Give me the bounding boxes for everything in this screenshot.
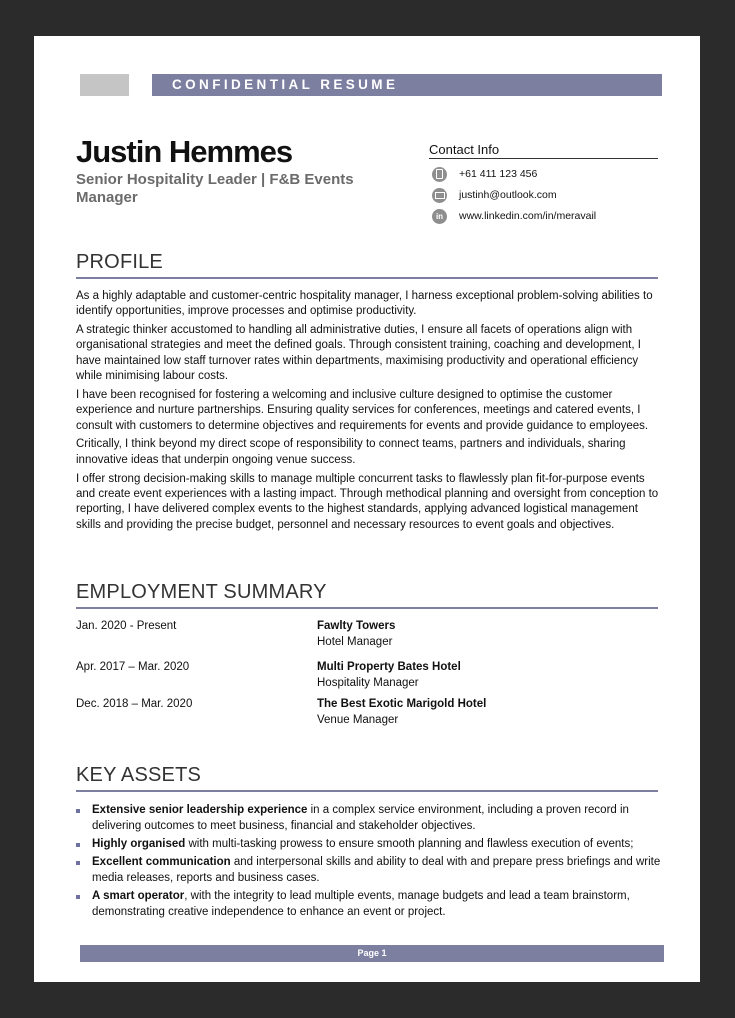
key-asset-text: , with the integrity to lead multiple events, manage budgets and lead a team brainstorm, demonstrating creative independence to enhance an event or project.: [92, 890, 630, 918]
contact-email-row: [432, 187, 557, 203]
email-icon: [432, 188, 447, 203]
employment-divider: [76, 607, 658, 609]
page-footer: Page 1: [80, 945, 664, 962]
employment-dates: Jan. 2020 - Present: [76, 620, 177, 632]
key-asset-text: with multi-tasking prowess to ensure smooth planning and flawless execution of events;: [185, 837, 634, 850]
profile-paragraph: As a highly adaptable and customer-centric hospitality manager, I harness exceptional problem-solving abilities to identify opportunities, improve processes and optimise productivity.: [76, 290, 653, 318]
key-asset-bold: Excellent communication: [92, 856, 231, 869]
candidate-name: Justin Hemmes: [76, 134, 293, 169]
employment-role: Hotel Manager: [317, 635, 393, 648]
key-asset-item: [76, 889, 661, 920]
key-asset-item: [76, 855, 661, 886]
key-asset-text: in a complex service environment, including a proven record in delivering outcomes to meet business, financial and stakeholder objectives.: [92, 804, 629, 832]
profile-divider: [76, 277, 658, 279]
employment-dates: Dec. 2018 – Mar. 2020: [76, 698, 193, 710]
confidential-banner: CONFIDENTIAL RESUME: [152, 74, 662, 96]
profile-heading: PROFILE: [76, 251, 163, 273]
key-asset-bold: Highly organised: [92, 837, 186, 850]
key-asset-text: and interpersonal skills and ability to deal with and prepare press briefings and write media releases, reports and business cases.: [92, 856, 661, 884]
contact-linkedin-row: [432, 208, 596, 224]
employment-role: Hospitality Manager: [317, 676, 419, 689]
resume-page: [34, 36, 700, 982]
profile-text: [76, 289, 661, 536]
linkedin-icon: in: [432, 209, 447, 224]
employment-heading: EMPLOYMENT SUMMARY: [76, 581, 327, 603]
contact-divider: [429, 158, 658, 159]
profile-paragraph: I have been recognised for fostering a welcoming and inclusive culture designed to optimise the customer experience and nurture partnerships. Ensuring quality services for conferences, meetings and catered events, I consult with customers to determine objectives and requirements for events and provide guidance to employees.: [76, 388, 649, 432]
header-grey-block: [80, 74, 129, 96]
profile-paragraph: A strategic thinker accustomed to handling all administrative duties, I ensure all facets of operations align with organisational strategies and meet the defined goals. Through consistent training, coaching and development, I have maintained low staff turnover rates within departments, maximising productivity and operational efficiency while minimising labour costs.: [76, 324, 641, 383]
employment-role: Venue Manager: [317, 713, 399, 726]
key-assets-heading: KEY ASSETS: [76, 764, 202, 786]
key-asset-bold: Extensive senior leadership experience: [92, 804, 308, 816]
phone-icon: [432, 167, 447, 182]
key-asset-bold: A smart operator: [92, 890, 185, 903]
employment-dates: Apr. 2017 – Mar. 2020: [76, 661, 190, 673]
key-assets-divider: [76, 790, 658, 792]
key-assets-list: [76, 803, 661, 923]
key-asset-item: [76, 837, 661, 853]
contact-linkedin[interactable]: www.linkedin.com/in/meravail: [459, 210, 597, 222]
employment-company: The Best Exotic Marigold Hotel: [317, 698, 487, 710]
key-asset-item: [76, 803, 661, 834]
profile-paragraph: Critically, I think beyond my direct scope of responsibility to connect teams, partners and individuals, sharing innovative ideas that underpin ongoing venue success.: [76, 438, 626, 466]
employment-company: Multi Property Bates Hotel: [317, 661, 461, 673]
contact-email[interactable]: justinh@outlook.com: [459, 189, 557, 201]
candidate-title: Senior Hospitality Leader | F&B Events Manager: [76, 171, 354, 206]
contact-heading: Contact Info: [429, 142, 500, 157]
employment-company: Fawlty Towers: [317, 620, 396, 632]
profile-paragraph: I offer strong decision-making skills to manage multiple concurrent tasks to flawlessly plan fit-for-purpose events and create event experiences with a lasting impact. Through methodical planning and oversight from conception to reporting, I have delivered complex events to the highest standards, applying advanced logistical management skills and providing the precise budget, personnel and necessary resources to event goals and objectives.: [76, 472, 659, 531]
contact-phone: +61 411 123 456: [459, 168, 538, 180]
contact-phone-row: [432, 166, 537, 182]
